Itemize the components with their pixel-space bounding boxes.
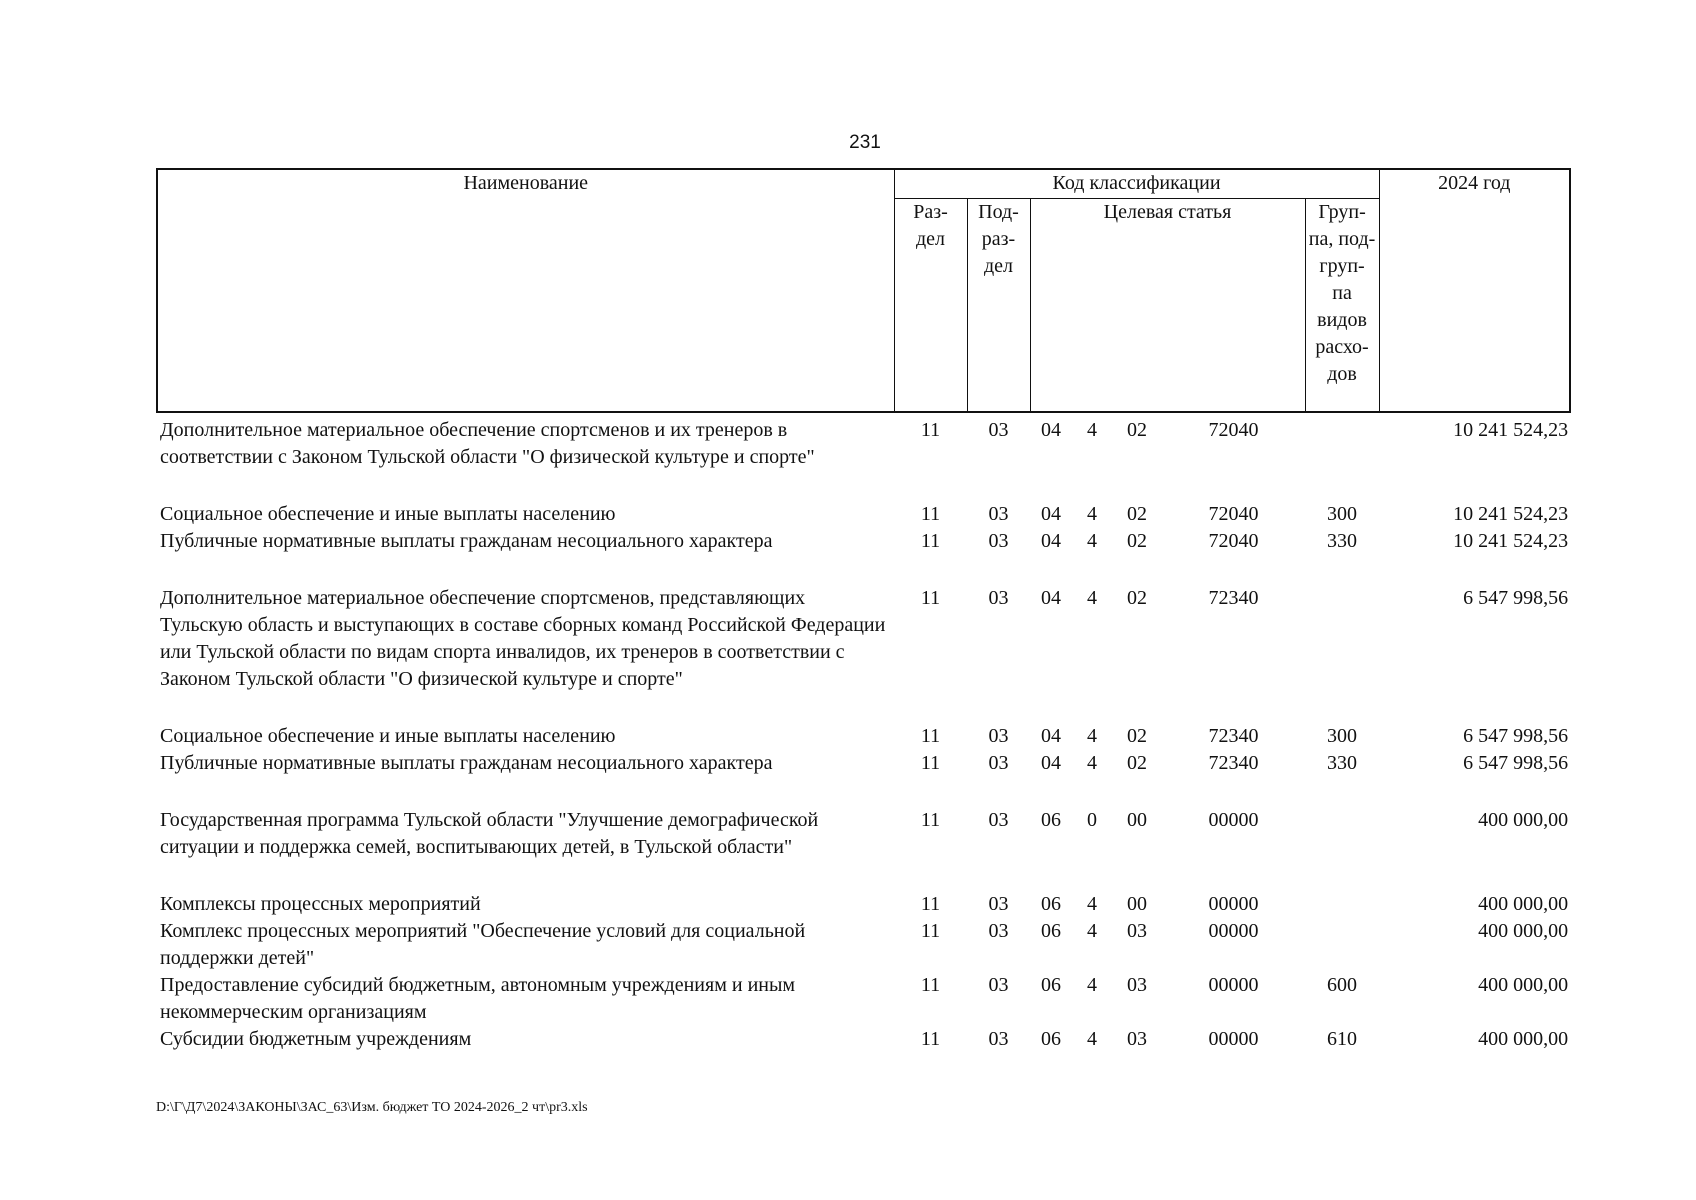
table-row xyxy=(157,412,1570,471)
row-expense-group xyxy=(1305,918,1379,972)
table-row xyxy=(157,750,1570,777)
row-razdel: 11 xyxy=(920,809,941,831)
table-row xyxy=(157,777,1570,861)
row-target-direction: 00000 xyxy=(1208,893,1259,915)
row-target-program: 04 xyxy=(1041,530,1061,552)
row-target-program: 06 xyxy=(1041,893,1061,915)
table-row xyxy=(157,1026,1570,1053)
table-row xyxy=(157,471,1570,528)
row-name: Публичные нормативные выплаты гражданам несоциального характера xyxy=(160,530,773,552)
row-target-program: 06 xyxy=(1041,920,1061,942)
row-target-direction: 00000 xyxy=(1208,809,1259,831)
row-expense-group: 330 xyxy=(1327,530,1358,552)
budget-table xyxy=(156,168,1571,1053)
row-amount: 400 000,00 xyxy=(1478,974,1569,996)
row-podrazdel: 03 xyxy=(988,530,1009,552)
row-target-type: 4 xyxy=(1087,587,1097,609)
row-amount: 400 000,00 xyxy=(1478,920,1569,942)
row-expense-group: 600 xyxy=(1327,974,1358,996)
header-expense-group: Груп- па, под- груп- па видов расхо- дов xyxy=(1305,199,1379,413)
row-target-subprogram: 02 xyxy=(1127,530,1147,552)
row-target-subprogram: 02 xyxy=(1127,752,1147,774)
row-target-program: 06 xyxy=(1041,974,1061,996)
row-target-type: 4 xyxy=(1087,974,1097,996)
row-podrazdel: 03 xyxy=(988,419,1009,441)
row-expense-group: 300 xyxy=(1327,503,1358,525)
row-expense-group: 610 xyxy=(1327,1028,1358,1050)
row-target-direction: 72040 xyxy=(1208,503,1259,525)
table-row xyxy=(157,528,1570,555)
row-amount: 400 000,00 xyxy=(1478,1028,1569,1050)
header-classification-code: Код классификации xyxy=(894,169,1379,199)
row-target-direction: 72040 xyxy=(1208,419,1259,441)
row-target-type: 4 xyxy=(1087,530,1097,552)
row-target-subprogram: 02 xyxy=(1127,587,1147,609)
row-amount: 400 000,00 xyxy=(1478,809,1569,831)
row-target-type: 4 xyxy=(1087,725,1097,747)
row-podrazdel: 03 xyxy=(988,974,1009,996)
row-target-type: 4 xyxy=(1087,752,1097,774)
table-header xyxy=(157,169,1570,412)
row-name: Комплексы процессных мероприятий xyxy=(160,893,481,915)
row-target-program: 06 xyxy=(1041,1028,1061,1050)
row-razdel: 11 xyxy=(920,419,941,441)
row-podrazdel: 03 xyxy=(988,1028,1009,1050)
row-target-type: 4 xyxy=(1087,503,1097,525)
row-target-type: 4 xyxy=(1087,893,1097,915)
row-razdel: 11 xyxy=(920,893,941,915)
row-amount: 10 241 524,23 xyxy=(1453,530,1569,552)
row-name: Предоставление субсидий бюджетным, автономным учреждениям и иным некоммерческим организациям xyxy=(160,974,796,1023)
row-expense-group xyxy=(1305,555,1379,693)
row-podrazdel: 03 xyxy=(988,809,1009,831)
row-name: Дополнительное материальное обеспечение спортсменов, представляющих Тульскую область и выступающих в составе сборных команд Российской Федерации или Тульской области по видам спорта инвалидов, их тренеров в соответствии с Законом Тульской области "О физической культуре и спорте" xyxy=(160,587,886,690)
row-target-program: 04 xyxy=(1041,725,1061,747)
header-razdel: Раз- дел xyxy=(894,199,967,413)
row-target-direction: 00000 xyxy=(1208,1028,1259,1050)
row-target-direction: 72040 xyxy=(1208,530,1259,552)
row-name: Государственная программа Тульской области "Улучшение демографической ситуации и поддержка семей, воспитывающих детей, в Тульской области" xyxy=(160,809,819,858)
row-target-subprogram: 03 xyxy=(1127,974,1147,996)
header-name: Наименование xyxy=(157,169,894,412)
row-target-direction: 00000 xyxy=(1208,920,1259,942)
row-razdel: 11 xyxy=(920,587,941,609)
row-amount: 10 241 524,23 xyxy=(1453,419,1569,441)
table-row xyxy=(157,918,1570,972)
row-podrazdel: 03 xyxy=(988,893,1009,915)
row-podrazdel: 03 xyxy=(988,752,1009,774)
row-razdel: 11 xyxy=(920,920,941,942)
header-podrazdel: Под- раз- дел xyxy=(967,199,1030,413)
row-podrazdel: 03 xyxy=(988,587,1009,609)
row-name: Субсидии бюджетным учреждениям xyxy=(160,1028,472,1050)
row-razdel: 11 xyxy=(920,530,941,552)
table-row xyxy=(157,972,1570,1026)
row-amount: 6 547 998,56 xyxy=(1463,587,1569,609)
table-row xyxy=(157,861,1570,918)
row-name: Социальное обеспечение и иные выплаты населению xyxy=(160,503,616,525)
row-target-type: 4 xyxy=(1087,419,1097,441)
row-podrazdel: 03 xyxy=(988,725,1009,747)
row-name: Социальное обеспечение и иные выплаты населению xyxy=(160,725,616,747)
row-expense-group xyxy=(1305,861,1379,918)
row-target-subprogram: 00 xyxy=(1127,893,1147,915)
row-target-type: 4 xyxy=(1087,1028,1097,1050)
row-amount: 6 547 998,56 xyxy=(1463,725,1569,747)
row-expense-group: 300 xyxy=(1327,725,1358,747)
table-row xyxy=(157,555,1570,693)
row-podrazdel: 03 xyxy=(988,920,1009,942)
row-razdel: 11 xyxy=(920,974,941,996)
row-expense-group xyxy=(1305,777,1379,861)
row-podrazdel: 03 xyxy=(988,503,1009,525)
row-target-subprogram: 03 xyxy=(1127,920,1147,942)
row-target-type: 4 xyxy=(1087,920,1097,942)
row-name: Дополнительное материальное обеспечение спортсменов и их тренеров в соответствии с Законом Тульской области "О физической культуре и спорте" xyxy=(160,419,815,468)
row-razdel: 11 xyxy=(920,503,941,525)
row-target-direction: 72340 xyxy=(1208,752,1259,774)
row-name: Комплекс процессных мероприятий "Обеспечение условий для социальной поддержки детей" xyxy=(160,920,806,969)
row-expense-group: 330 xyxy=(1327,752,1358,774)
table-row xyxy=(157,693,1570,750)
row-target-program: 04 xyxy=(1041,419,1061,441)
row-target-subprogram: 00 xyxy=(1127,809,1147,831)
row-razdel: 11 xyxy=(920,725,941,747)
row-target-program: 06 xyxy=(1041,809,1061,831)
row-target-subprogram: 02 xyxy=(1127,419,1147,441)
row-target-direction: 00000 xyxy=(1208,974,1259,996)
header-target-article: Целевая статья xyxy=(1030,199,1305,413)
row-target-subprogram: 03 xyxy=(1127,1028,1147,1050)
row-target-direction: 72340 xyxy=(1208,725,1259,747)
row-target-type: 0 xyxy=(1087,809,1097,831)
row-target-subprogram: 02 xyxy=(1127,503,1147,525)
row-expense-group xyxy=(1305,412,1379,471)
row-amount: 6 547 998,56 xyxy=(1463,752,1569,774)
row-target-program: 04 xyxy=(1041,587,1061,609)
row-amount: 10 241 524,23 xyxy=(1453,503,1569,525)
page-number: 231 xyxy=(849,132,881,153)
row-name: Публичные нормативные выплаты гражданам несоциального характера xyxy=(160,752,773,774)
row-target-direction: 72340 xyxy=(1208,587,1259,609)
row-razdel: 11 xyxy=(920,1028,941,1050)
header-year: 2024 год xyxy=(1379,169,1570,412)
row-amount: 400 000,00 xyxy=(1478,893,1569,915)
row-target-program: 04 xyxy=(1041,503,1061,525)
row-target-subprogram: 02 xyxy=(1127,725,1147,747)
row-target-program: 04 xyxy=(1041,752,1061,774)
file-path-footer: D:\Г\Д7\2024\ЗАКОНЫ\ЗАС_63\Изм. бюджет ТО 2024-2026_2 чт\pr3.xls xyxy=(156,1100,588,1115)
row-razdel: 11 xyxy=(920,752,941,774)
